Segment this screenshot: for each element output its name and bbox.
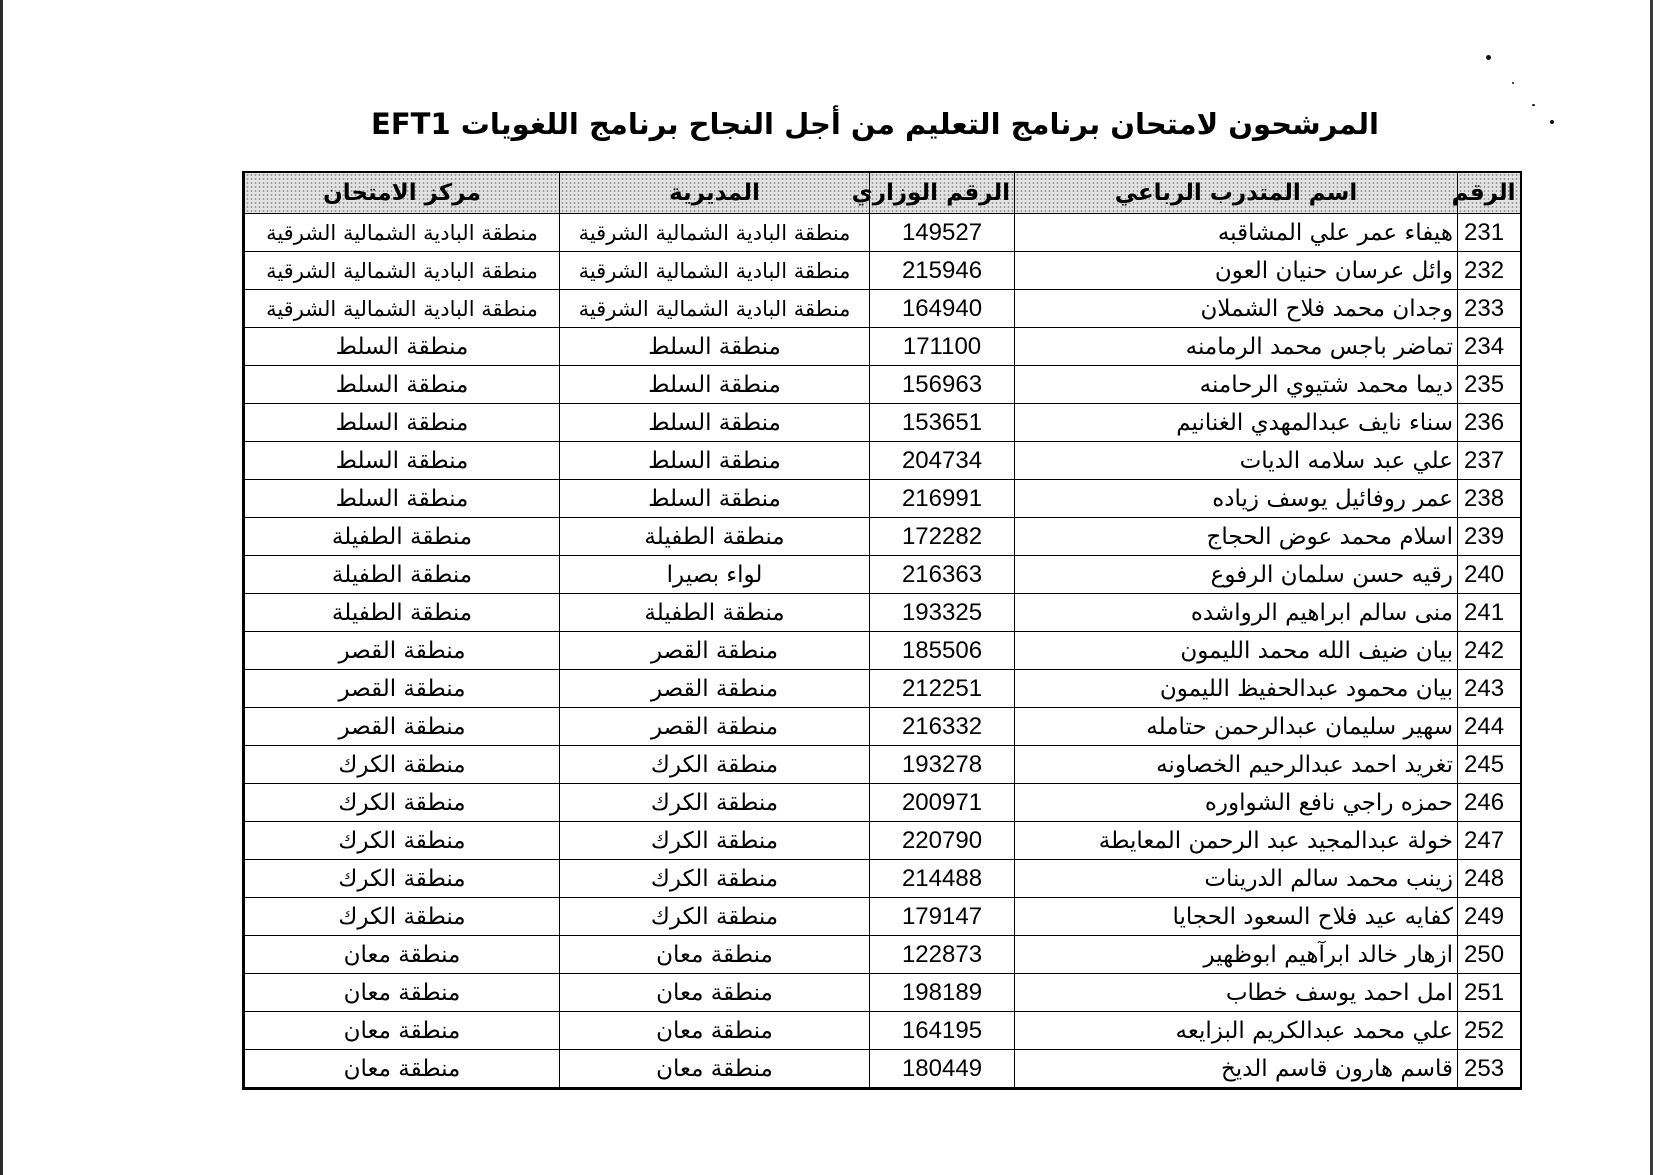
table-row: [244, 746, 1521, 784]
cell-number: 241: [1458, 594, 1521, 632]
cell-exam-center: منطقة البادية الشمالية الشرقية: [244, 290, 560, 328]
header-trainee-name: اسم المتدرب الرباعي: [1015, 172, 1458, 214]
cell-exam-center: منطقة السلط: [244, 366, 560, 404]
cell-exam-center: منطقة القصر: [244, 670, 560, 708]
cell-exam-center: منطقة الكرك: [244, 746, 560, 784]
cell-number: 235: [1458, 366, 1521, 404]
cell-number: 249: [1458, 898, 1521, 936]
document-title: المرشحون لامتحان برنامج التعليم من أجل النجاح برنامج اللغويات EFT1: [371, 107, 1379, 142]
cell-number: 232: [1458, 252, 1521, 290]
header-ministry-id: الرقم الوزاري: [870, 172, 1015, 214]
table-row: [244, 518, 1521, 556]
cell-trainee-name: كفايه عيد فلاح السعود الحجايا: [1015, 898, 1458, 936]
scan-border-left: [0, 0, 3, 1175]
cell-ministry-id: 200971: [870, 784, 1015, 822]
cell-ministry-id: 220790: [870, 822, 1015, 860]
scan-speck: [1532, 104, 1535, 106]
table-row: [244, 366, 1521, 404]
table-row: [244, 556, 1521, 594]
cell-directorate: منطقة السلط: [560, 480, 870, 518]
cell-trainee-name: اسلام محمد عوض الحجاج: [1015, 518, 1458, 556]
cell-exam-center: منطقة الطفيلة: [244, 556, 560, 594]
cell-trainee-name: منى سالم ابراهيم الرواشده: [1015, 594, 1458, 632]
cell-number: 238: [1458, 480, 1521, 518]
cell-number: 240: [1458, 556, 1521, 594]
table-row: [244, 708, 1521, 746]
cell-directorate: منطقة الطفيلة: [560, 594, 870, 632]
cell-number: 239: [1458, 518, 1521, 556]
cell-directorate: منطقة القصر: [560, 632, 870, 670]
cell-ministry-id: 193325: [870, 594, 1015, 632]
cell-ministry-id: 153651: [870, 404, 1015, 442]
cell-number: 231: [1458, 214, 1521, 252]
cell-trainee-name: امل احمد يوسف خطاب: [1015, 974, 1458, 1012]
table-row: [244, 860, 1521, 898]
cell-trainee-name: تماضر باجس محمد الرمامنه: [1015, 328, 1458, 366]
cell-directorate: منطقة معان: [560, 974, 870, 1012]
cell-number: 233: [1458, 290, 1521, 328]
cell-ministry-id: 216332: [870, 708, 1015, 746]
table-row: [244, 404, 1521, 442]
table-row: [244, 1012, 1521, 1050]
cell-directorate: منطقة معان: [560, 1012, 870, 1050]
cell-trainee-name: وجدان محمد فلاح الشملان: [1015, 290, 1458, 328]
table-row: [244, 290, 1521, 328]
cell-directorate: منطقة الطفيلة: [560, 518, 870, 556]
cell-number: 252: [1458, 1012, 1521, 1050]
cell-number: 234: [1458, 328, 1521, 366]
cell-directorate: منطقة معان: [560, 936, 870, 974]
cell-trainee-name: سهير سليمان عبدالرحمن حتامله: [1015, 708, 1458, 746]
cell-directorate: منطقة السلط: [560, 442, 870, 480]
cell-number: 248: [1458, 860, 1521, 898]
cell-number: 246: [1458, 784, 1521, 822]
scan-speck: [1550, 120, 1554, 124]
cell-exam-center: منطقة السلط: [244, 328, 560, 366]
cell-directorate: منطقة البادية الشمالية الشرقية: [560, 252, 870, 290]
cell-trainee-name: بيان ضيف الله محمد الليمون: [1015, 632, 1458, 670]
cell-trainee-name: رقيه حسن سلمان الرفوع: [1015, 556, 1458, 594]
cell-number: 244: [1458, 708, 1521, 746]
table-row: [244, 480, 1521, 518]
scan-speck: [1512, 82, 1514, 84]
cell-exam-center: منطقة معان: [244, 936, 560, 974]
cell-trainee-name: ديما محمد شتيوي الرحامنه: [1015, 366, 1458, 404]
cell-trainee-name: زينب محمد سالم الدرينات: [1015, 860, 1458, 898]
cell-exam-center: منطقة معان: [244, 1050, 560, 1089]
cell-number: 245: [1458, 746, 1521, 784]
cell-trainee-name: قاسم هارون قاسم الديخ: [1015, 1050, 1458, 1089]
cell-trainee-name: سناء نايف عبدالمهدي الغنانيم: [1015, 404, 1458, 442]
cell-directorate: منطقة الكرك: [560, 860, 870, 898]
cell-directorate: منطقة الكرك: [560, 746, 870, 784]
header-number: الرقم: [1458, 172, 1521, 214]
table-row: [244, 898, 1521, 936]
cell-ministry-id: 122873: [870, 936, 1015, 974]
cell-ministry-id: 149527: [870, 214, 1015, 252]
cell-directorate: منطقة القصر: [560, 670, 870, 708]
cell-ministry-id: 156963: [870, 366, 1015, 404]
cell-trainee-name: ازهار خالد ابرآهيم ابوظهير: [1015, 936, 1458, 974]
cell-ministry-id: 193278: [870, 746, 1015, 784]
cell-number: 247: [1458, 822, 1521, 860]
cell-exam-center: منطقة السلط: [244, 404, 560, 442]
cell-directorate: منطقة السلط: [560, 328, 870, 366]
header-exam-center: مركز الامتحان: [244, 172, 560, 214]
cell-number: 243: [1458, 670, 1521, 708]
cell-trainee-name: تغريد احمد عبدالرحيم الخصاونه: [1015, 746, 1458, 784]
table-row: [244, 784, 1521, 822]
cell-ministry-id: 164195: [870, 1012, 1015, 1050]
cell-ministry-id: 164940: [870, 290, 1015, 328]
cell-trainee-name: هيفاء عمر علي المشاقبه: [1015, 214, 1458, 252]
cell-trainee-name: علي محمد عبدالكريم البزايعه: [1015, 1012, 1458, 1050]
table-row: [244, 442, 1521, 480]
cell-exam-center: منطقة الكرك: [244, 822, 560, 860]
cell-ministry-id: 171100: [870, 328, 1015, 366]
table-row: [244, 594, 1521, 632]
cell-number: 250: [1458, 936, 1521, 974]
cell-exam-center: منطقة الطفيلة: [244, 594, 560, 632]
cell-number: 237: [1458, 442, 1521, 480]
cell-exam-center: منطقة الكرك: [244, 860, 560, 898]
cell-directorate: منطقة الكرك: [560, 822, 870, 860]
cell-number: 236: [1458, 404, 1521, 442]
cell-directorate: منطقة البادية الشمالية الشرقية: [560, 214, 870, 252]
cell-directorate: منطقة الكرك: [560, 898, 870, 936]
cell-ministry-id: 216363: [870, 556, 1015, 594]
cell-ministry-id: 212251: [870, 670, 1015, 708]
table-row: [244, 974, 1521, 1012]
cell-exam-center: منطقة السلط: [244, 480, 560, 518]
cell-exam-center: منطقة معان: [244, 974, 560, 1012]
cell-ministry-id: 216991: [870, 480, 1015, 518]
cell-ministry-id: 215946: [870, 252, 1015, 290]
cell-exam-center: منطقة الكرك: [244, 898, 560, 936]
cell-exam-center: منطقة الطفيلة: [244, 518, 560, 556]
table-row: [244, 670, 1521, 708]
table-row: [244, 632, 1521, 670]
cell-ministry-id: 214488: [870, 860, 1015, 898]
table-row: [244, 1050, 1521, 1089]
cell-ministry-id: 180449: [870, 1050, 1015, 1089]
table-header-row: [244, 172, 1521, 214]
cell-trainee-name: عمر روفائيل يوسف زياده: [1015, 480, 1458, 518]
cell-exam-center: منطقة القصر: [244, 708, 560, 746]
cell-trainee-name: وائل عرسان حنيان العون: [1015, 252, 1458, 290]
cell-trainee-name: خولة عبدالمجيد عبد الرحمن المعايطة: [1015, 822, 1458, 860]
cell-directorate: منطقة السلط: [560, 366, 870, 404]
cell-directorate: لواء بصيرا: [560, 556, 870, 594]
cell-exam-center: منطقة السلط: [244, 442, 560, 480]
table-row: [244, 328, 1521, 366]
cell-ministry-id: 179147: [870, 898, 1015, 936]
cell-exam-center: منطقة البادية الشمالية الشرقية: [244, 214, 560, 252]
table-row: [244, 822, 1521, 860]
cell-directorate: منطقة القصر: [560, 708, 870, 746]
cell-directorate: منطقة البادية الشمالية الشرقية: [560, 290, 870, 328]
cell-ministry-id: 198189: [870, 974, 1015, 1012]
table-row: [244, 214, 1521, 252]
cell-directorate: منطقة معان: [560, 1050, 870, 1089]
cell-exam-center: منطقة البادية الشمالية الشرقية: [244, 252, 560, 290]
cell-ministry-id: 204734: [870, 442, 1015, 480]
cell-ministry-id: 185506: [870, 632, 1015, 670]
cell-number: 242: [1458, 632, 1521, 670]
cell-ministry-id: 172282: [870, 518, 1015, 556]
cell-trainee-name: علي عبد سلامه الديات: [1015, 442, 1458, 480]
scan-speck: [1486, 55, 1491, 60]
cell-number: 251: [1458, 974, 1521, 1012]
candidates-table: [242, 171, 1522, 1090]
table-row: [244, 252, 1521, 290]
cell-directorate: منطقة السلط: [560, 404, 870, 442]
table-row: [244, 936, 1521, 974]
cell-exam-center: منطقة القصر: [244, 632, 560, 670]
cell-directorate: منطقة الكرك: [560, 784, 870, 822]
cell-exam-center: منطقة معان: [244, 1012, 560, 1050]
cell-trainee-name: حمزه راجي نافع الشواوره: [1015, 784, 1458, 822]
cell-trainee-name: بيان محمود عبدالحفيظ الليمون: [1015, 670, 1458, 708]
cell-number: 253: [1458, 1050, 1521, 1089]
header-directorate: المديرية: [560, 172, 870, 214]
cell-exam-center: منطقة الكرك: [244, 784, 560, 822]
